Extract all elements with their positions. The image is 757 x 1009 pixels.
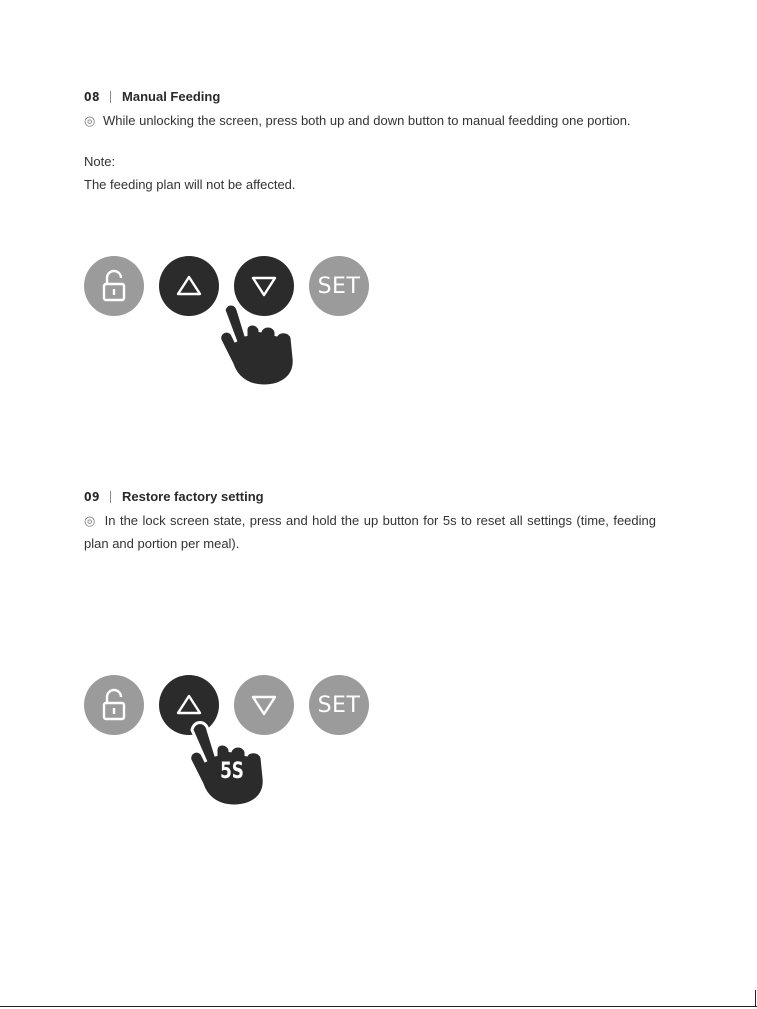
section-number: 08 xyxy=(84,90,101,104)
bullet-icon: ◎ xyxy=(84,113,96,128)
down-triangle-icon xyxy=(249,692,279,718)
heading-divider xyxy=(110,491,111,503)
section-restore-factory xyxy=(84,488,656,555)
set-button[interactable] xyxy=(309,675,369,735)
up-triangle-icon xyxy=(174,273,204,299)
section-heading xyxy=(84,88,656,106)
set-button[interactable] xyxy=(309,256,369,316)
bullet-icon: ◎ xyxy=(84,513,97,528)
up-button[interactable] xyxy=(159,256,219,316)
unlock-icon xyxy=(99,688,129,722)
instruction-text: While unlocking the screen, press both up and down button to manual feedding one portion. xyxy=(102,113,631,128)
unlock-button[interactable] xyxy=(84,675,144,735)
down-triangle-icon xyxy=(249,273,279,299)
heading-divider xyxy=(110,91,111,103)
set-button-label: SET xyxy=(317,273,361,299)
instruction-text: In the lock screen state, press and hold the up button for 5s to reset all settings (time, feeding plan and portion per meal). xyxy=(84,513,656,551)
section-title: Manual Feeding xyxy=(122,89,221,104)
section-manual-feeding xyxy=(84,88,656,196)
section-heading xyxy=(84,488,656,506)
instruction-paragraph xyxy=(84,109,656,132)
unlock-button[interactable] xyxy=(84,256,144,316)
page-edge-mark xyxy=(755,990,756,1007)
note-label: Note: xyxy=(84,154,116,169)
page-bottom-border xyxy=(0,1006,757,1007)
set-button-label: SET xyxy=(317,692,361,718)
note-text: The feeding plan will not be affected. xyxy=(84,177,296,192)
up-triangle-icon xyxy=(174,692,204,718)
hold-duration-label: 5S xyxy=(220,759,244,784)
instruction-paragraph xyxy=(84,509,656,555)
section-number: 09 xyxy=(84,490,101,504)
section-title: Restore factory setting xyxy=(122,489,264,504)
pointing-hand-icon xyxy=(216,300,298,388)
unlock-icon xyxy=(99,269,129,303)
